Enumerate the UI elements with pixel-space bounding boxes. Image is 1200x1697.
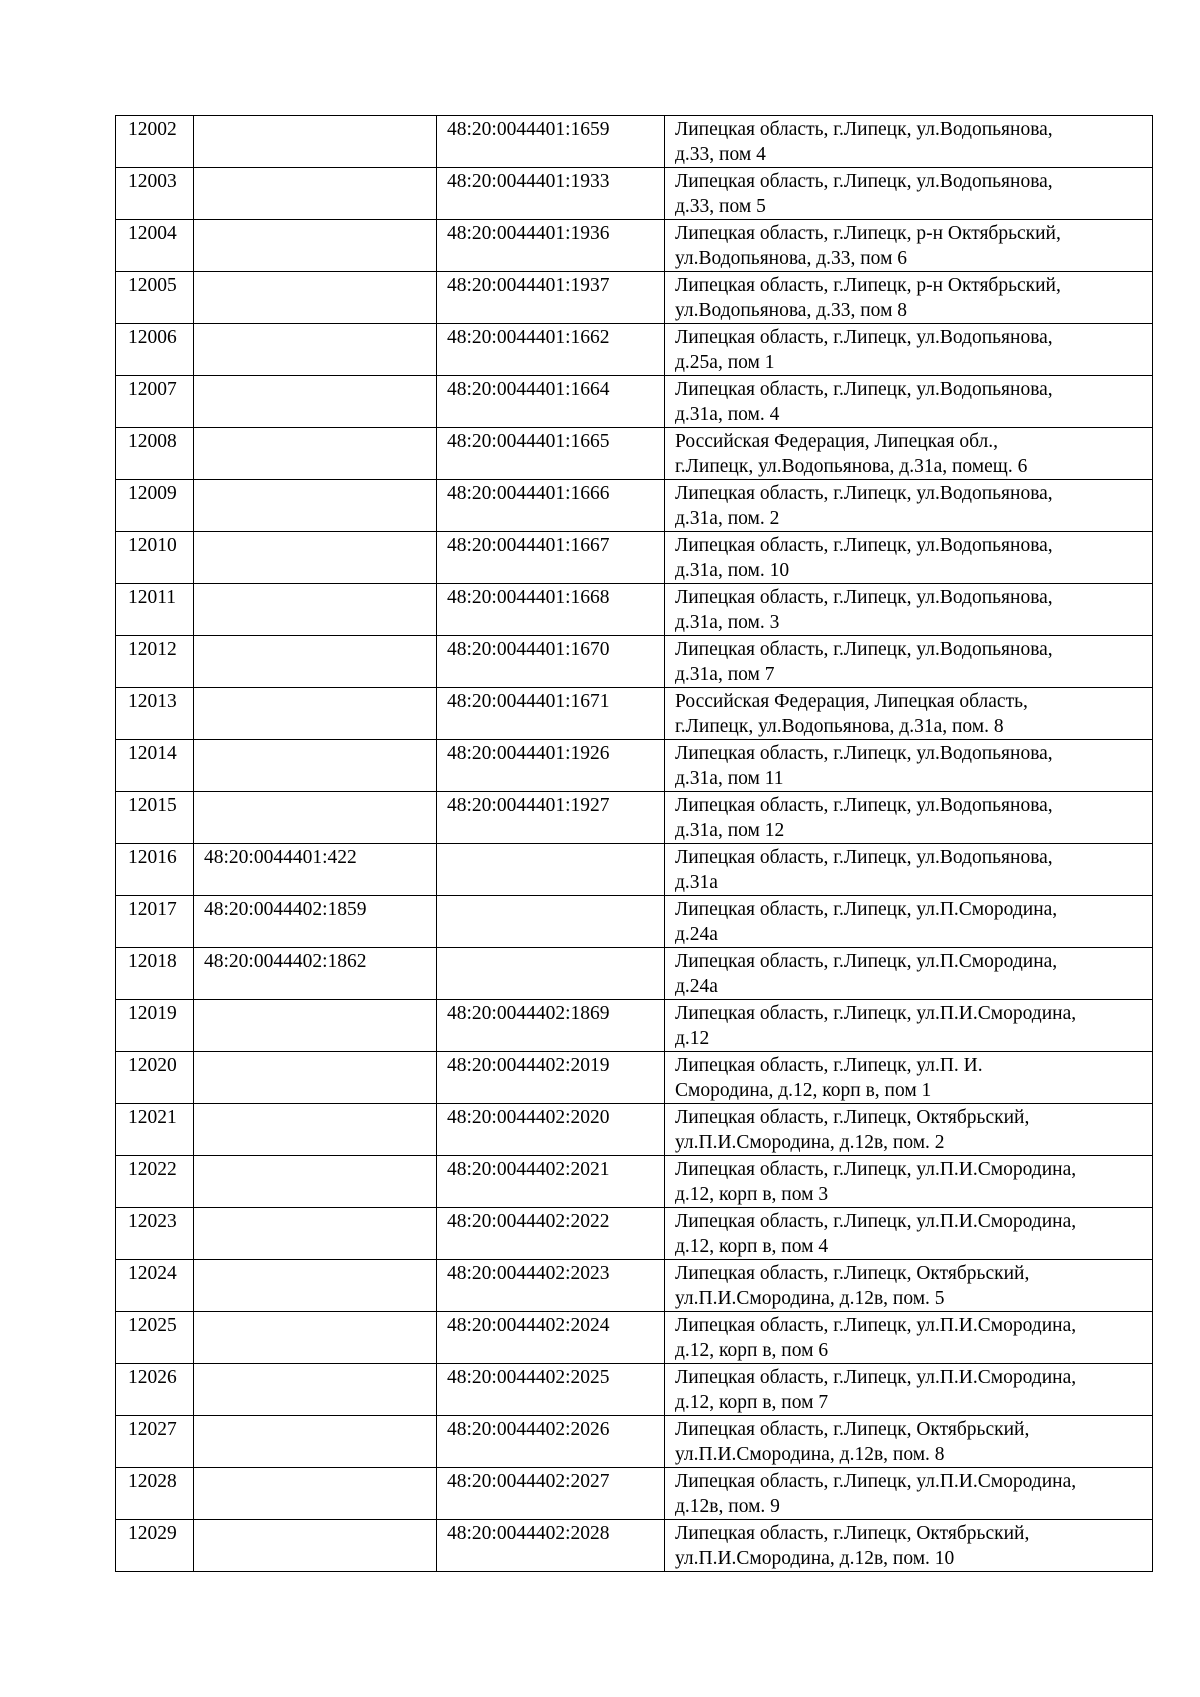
land-cadastral-number-cell — [194, 272, 437, 324]
land-cadastral-number-cell — [194, 1104, 437, 1156]
row-number-cell: 12024 — [116, 1260, 194, 1312]
table-row — [116, 688, 1153, 740]
land-cadastral-number-cell — [194, 480, 437, 532]
table-row — [116, 324, 1153, 376]
premises-cadastral-number-cell: 48:20:0044401:1671 — [437, 688, 665, 740]
land-cadastral-number-cell — [194, 636, 437, 688]
land-cadastral-number-cell — [194, 428, 437, 480]
table-row — [116, 1416, 1153, 1468]
premises-cadastral-number-cell: 48:20:0044401:1926 — [437, 740, 665, 792]
row-number-cell: 12021 — [116, 1104, 194, 1156]
address-cell: Липецкая область, г.Липецк, ул.П. И. Смородина, д.12, корп в, пом 1 — [665, 1052, 1153, 1104]
address-cell: Липецкая область, г.Липецк, ул.Водопьянова, д.33, пом 4 — [665, 116, 1153, 168]
premises-cadastral-number-cell: 48:20:0044402:2020 — [437, 1104, 665, 1156]
address-cell: Липецкая область, г.Липецк, Октябрьский, ул.П.И.Смородина, д.12в, пом. 8 — [665, 1416, 1153, 1468]
premises-cadastral-number-cell: 48:20:0044402:2022 — [437, 1208, 665, 1260]
address-cell: Липецкая область, г.Липецк, ул.П.Смородина, д.24а — [665, 896, 1153, 948]
premises-cadastral-number-cell: 48:20:0044401:1933 — [437, 168, 665, 220]
table-row — [116, 428, 1153, 480]
address-cell: Российская Федерация, Липецкая обл., г.Липецк, ул.Водопьянова, д.31а, помещ. 6 — [665, 428, 1153, 480]
premises-cadastral-number-cell: 48:20:0044401:1667 — [437, 532, 665, 584]
table-row — [116, 272, 1153, 324]
address-cell: Липецкая область, г.Липецк, ул.П.И.Смородина, д.12, корп в, пом 4 — [665, 1208, 1153, 1260]
premises-cadastral-number-cell: 48:20:0044401:1937 — [437, 272, 665, 324]
premises-cadastral-number-cell — [437, 948, 665, 1000]
table-row — [116, 116, 1153, 168]
row-number-cell: 12007 — [116, 376, 194, 428]
table-row — [116, 948, 1153, 1000]
premises-cadastral-number-cell: 48:20:0044401:1666 — [437, 480, 665, 532]
row-number-cell: 12010 — [116, 532, 194, 584]
address-cell: Липецкая область, г.Липецк, ул.Водопьянова, д.31а, пом. 3 — [665, 584, 1153, 636]
table-row — [116, 1468, 1153, 1520]
land-cadastral-number-cell — [194, 1156, 437, 1208]
address-cell: Липецкая область, г.Липецк, ул.Водопьянова, д.31а — [665, 844, 1153, 896]
row-number-cell: 12002 — [116, 116, 194, 168]
property-registry-table — [115, 115, 1153, 1572]
land-cadastral-number-cell — [194, 1312, 437, 1364]
address-cell: Липецкая область, г.Липецк, ул.Водопьянова, д.31а, пом 7 — [665, 636, 1153, 688]
premises-cadastral-number-cell: 48:20:0044402:2024 — [437, 1312, 665, 1364]
land-cadastral-number-cell — [194, 376, 437, 428]
table-row — [116, 480, 1153, 532]
land-cadastral-number-cell — [194, 1468, 437, 1520]
premises-cadastral-number-cell: 48:20:0044402:1869 — [437, 1000, 665, 1052]
address-cell: Липецкая область, г.Липецк, р-н Октябрьский, ул.Водопьянова, д.33, пом 6 — [665, 220, 1153, 272]
address-cell: Липецкая область, г.Липецк, ул.П.И.Смородина, д.12в, пом. 9 — [665, 1468, 1153, 1520]
table-row — [116, 1520, 1153, 1572]
premises-cadastral-number-cell: 48:20:0044402:2028 — [437, 1520, 665, 1572]
row-number-cell: 12026 — [116, 1364, 194, 1416]
row-number-cell: 12022 — [116, 1156, 194, 1208]
land-cadastral-number-cell — [194, 1052, 437, 1104]
table-row — [116, 636, 1153, 688]
table-row — [116, 168, 1153, 220]
premises-cadastral-number-cell: 48:20:0044401:1670 — [437, 636, 665, 688]
premises-cadastral-number-cell: 48:20:0044402:2027 — [437, 1468, 665, 1520]
row-number-cell: 12025 — [116, 1312, 194, 1364]
address-cell: Липецкая область, г.Липецк, ул.Водопьянова, д.31а, пом. 4 — [665, 376, 1153, 428]
land-cadastral-number-cell — [194, 1000, 437, 1052]
table-body — [116, 116, 1153, 1572]
table-row — [116, 376, 1153, 428]
table-row — [116, 532, 1153, 584]
row-number-cell: 12029 — [116, 1520, 194, 1572]
land-cadastral-number-cell — [194, 1260, 437, 1312]
land-cadastral-number-cell: 48:20:0044402:1859 — [194, 896, 437, 948]
land-cadastral-number-cell — [194, 1364, 437, 1416]
table-row — [116, 1000, 1153, 1052]
land-cadastral-number-cell — [194, 740, 437, 792]
premises-cadastral-number-cell: 48:20:0044402:2023 — [437, 1260, 665, 1312]
land-cadastral-number-cell — [194, 1208, 437, 1260]
land-cadastral-number-cell — [194, 168, 437, 220]
row-number-cell: 12008 — [116, 428, 194, 480]
table-row — [116, 1104, 1153, 1156]
row-number-cell: 12014 — [116, 740, 194, 792]
address-cell: Липецкая область, г.Липецк, ул.Водопьянова, д.31а, пом 12 — [665, 792, 1153, 844]
premises-cadastral-number-cell: 48:20:0044401:1936 — [437, 220, 665, 272]
address-cell: Липецкая область, г.Липецк, Октябрьский, ул.П.И.Смородина, д.12в, пом. 5 — [665, 1260, 1153, 1312]
premises-cadastral-number-cell: 48:20:0044401:1927 — [437, 792, 665, 844]
table-row — [116, 740, 1153, 792]
row-number-cell: 12004 — [116, 220, 194, 272]
table-row — [116, 844, 1153, 896]
land-cadastral-number-cell — [194, 532, 437, 584]
address-cell: Липецкая область, г.Липецк, ул.П.И.Смородина, д.12, корп в, пом 7 — [665, 1364, 1153, 1416]
row-number-cell: 12009 — [116, 480, 194, 532]
table-row — [116, 1156, 1153, 1208]
row-number-cell: 12023 — [116, 1208, 194, 1260]
address-cell: Липецкая область, г.Липецк, ул.П.И.Смородина, д.12 — [665, 1000, 1153, 1052]
address-cell: Липецкая область, г.Липецк, р-н Октябрьский, ул.Водопьянова, д.33, пом 8 — [665, 272, 1153, 324]
premises-cadastral-number-cell — [437, 844, 665, 896]
land-cadastral-number-cell — [194, 688, 437, 740]
address-cell: Липецкая область, г.Липецк, ул.Водопьянова, д.25а, пом 1 — [665, 324, 1153, 376]
land-cadastral-number-cell — [194, 1520, 437, 1572]
row-number-cell: 12006 — [116, 324, 194, 376]
premises-cadastral-number-cell — [437, 896, 665, 948]
land-cadastral-number-cell — [194, 1416, 437, 1468]
premises-cadastral-number-cell: 48:20:0044402:2019 — [437, 1052, 665, 1104]
address-cell: Липецкая область, г.Липецк, ул.П.И.Смородина, д.12, корп в, пом 3 — [665, 1156, 1153, 1208]
row-number-cell: 12027 — [116, 1416, 194, 1468]
row-number-cell: 12003 — [116, 168, 194, 220]
address-cell: Липецкая область, г.Липецк, Октябрьский, ул.П.И.Смородина, д.12в, пом. 10 — [665, 1520, 1153, 1572]
address-cell: Липецкая область, г.Липецк, Октябрьский, ул.П.И.Смородина, д.12в, пом. 2 — [665, 1104, 1153, 1156]
row-number-cell: 12017 — [116, 896, 194, 948]
table-row — [116, 1312, 1153, 1364]
land-cadastral-number-cell — [194, 324, 437, 376]
land-cadastral-number-cell — [194, 792, 437, 844]
row-number-cell: 12016 — [116, 844, 194, 896]
address-cell: Липецкая область, г.Липецк, ул.Водопьянова, д.31а, пом. 10 — [665, 532, 1153, 584]
row-number-cell: 12018 — [116, 948, 194, 1000]
table-row — [116, 1364, 1153, 1416]
table-row — [116, 1208, 1153, 1260]
address-cell: Липецкая область, г.Липецк, ул.Водопьянова, д.31а, пом 11 — [665, 740, 1153, 792]
premises-cadastral-number-cell: 48:20:0044401:1664 — [437, 376, 665, 428]
premises-cadastral-number-cell: 48:20:0044401:1659 — [437, 116, 665, 168]
address-cell: Липецкая область, г.Липецк, ул.Водопьянова, д.31а, пом. 2 — [665, 480, 1153, 532]
address-cell: Липецкая область, г.Липецк, ул.Водопьянова, д.33, пом 5 — [665, 168, 1153, 220]
row-number-cell: 12019 — [116, 1000, 194, 1052]
address-cell: Российская Федерация, Липецкая область, г.Липецк, ул.Водопьянова, д.31а, пом. 8 — [665, 688, 1153, 740]
premises-cadastral-number-cell: 48:20:0044402:2021 — [437, 1156, 665, 1208]
row-number-cell: 12012 — [116, 636, 194, 688]
land-cadastral-number-cell — [194, 116, 437, 168]
row-number-cell: 12020 — [116, 1052, 194, 1104]
table-row — [116, 896, 1153, 948]
premises-cadastral-number-cell: 48:20:0044401:1662 — [437, 324, 665, 376]
table-row — [116, 792, 1153, 844]
table-row — [116, 1260, 1153, 1312]
address-cell: Липецкая область, г.Липецк, ул.П.И.Смородина, д.12, корп в, пом 6 — [665, 1312, 1153, 1364]
table-row — [116, 584, 1153, 636]
row-number-cell: 12028 — [116, 1468, 194, 1520]
row-number-cell: 12015 — [116, 792, 194, 844]
row-number-cell: 12011 — [116, 584, 194, 636]
premises-cadastral-number-cell: 48:20:0044401:1665 — [437, 428, 665, 480]
table-row — [116, 1052, 1153, 1104]
table-row — [116, 220, 1153, 272]
row-number-cell: 12013 — [116, 688, 194, 740]
address-cell: Липецкая область, г.Липецк, ул.П.Смородина, д.24а — [665, 948, 1153, 1000]
premises-cadastral-number-cell: 48:20:0044402:2026 — [437, 1416, 665, 1468]
premises-cadastral-number-cell: 48:20:0044402:2025 — [437, 1364, 665, 1416]
row-number-cell: 12005 — [116, 272, 194, 324]
land-cadastral-number-cell: 48:20:0044402:1862 — [194, 948, 437, 1000]
land-cadastral-number-cell — [194, 220, 437, 272]
land-cadastral-number-cell — [194, 584, 437, 636]
land-cadastral-number-cell: 48:20:0044401:422 — [194, 844, 437, 896]
premises-cadastral-number-cell: 48:20:0044401:1668 — [437, 584, 665, 636]
